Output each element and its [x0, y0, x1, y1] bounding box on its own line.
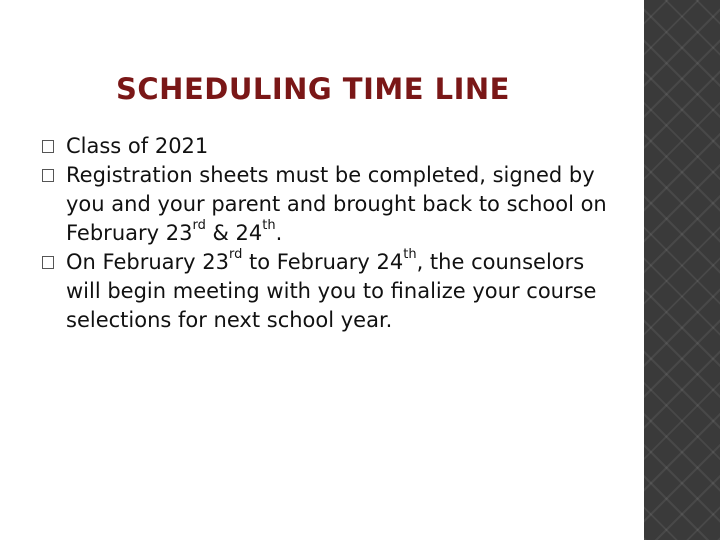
square-bullet-icon — [42, 256, 54, 269]
bullet-text: On February 23 — [66, 250, 229, 274]
bullet-counselor-meetings — [42, 248, 622, 335]
bullet-text: Registration sheets must be completed, signed by you and your parent and brought back to school on February 23 — [66, 163, 607, 245]
ordinal-suffix: th — [262, 218, 276, 233]
square-bullet-icon — [42, 140, 54, 153]
bullet-text: Class of 2021 — [66, 134, 209, 158]
bullet-text: . — [275, 221, 283, 245]
decorative-side-panel — [641, 0, 720, 540]
bullet-text: , the counselors will begin meeting with you to finalize your course selections for next school year. — [66, 250, 597, 332]
ordinal-suffix: rd — [192, 218, 206, 233]
ordinal-suffix: th — [403, 247, 417, 262]
slide-title: SCHEDULING TIME LINE — [116, 72, 510, 106]
square-bullet-icon — [42, 169, 54, 182]
ordinal-suffix: rd — [228, 247, 243, 262]
bullet-class-of-2021 — [42, 132, 622, 161]
bullet-text: & 24 — [205, 221, 263, 245]
bullet-registration-sheets — [42, 161, 622, 248]
bullet-list — [42, 132, 622, 335]
bullet-text: to February 24 — [242, 250, 404, 274]
